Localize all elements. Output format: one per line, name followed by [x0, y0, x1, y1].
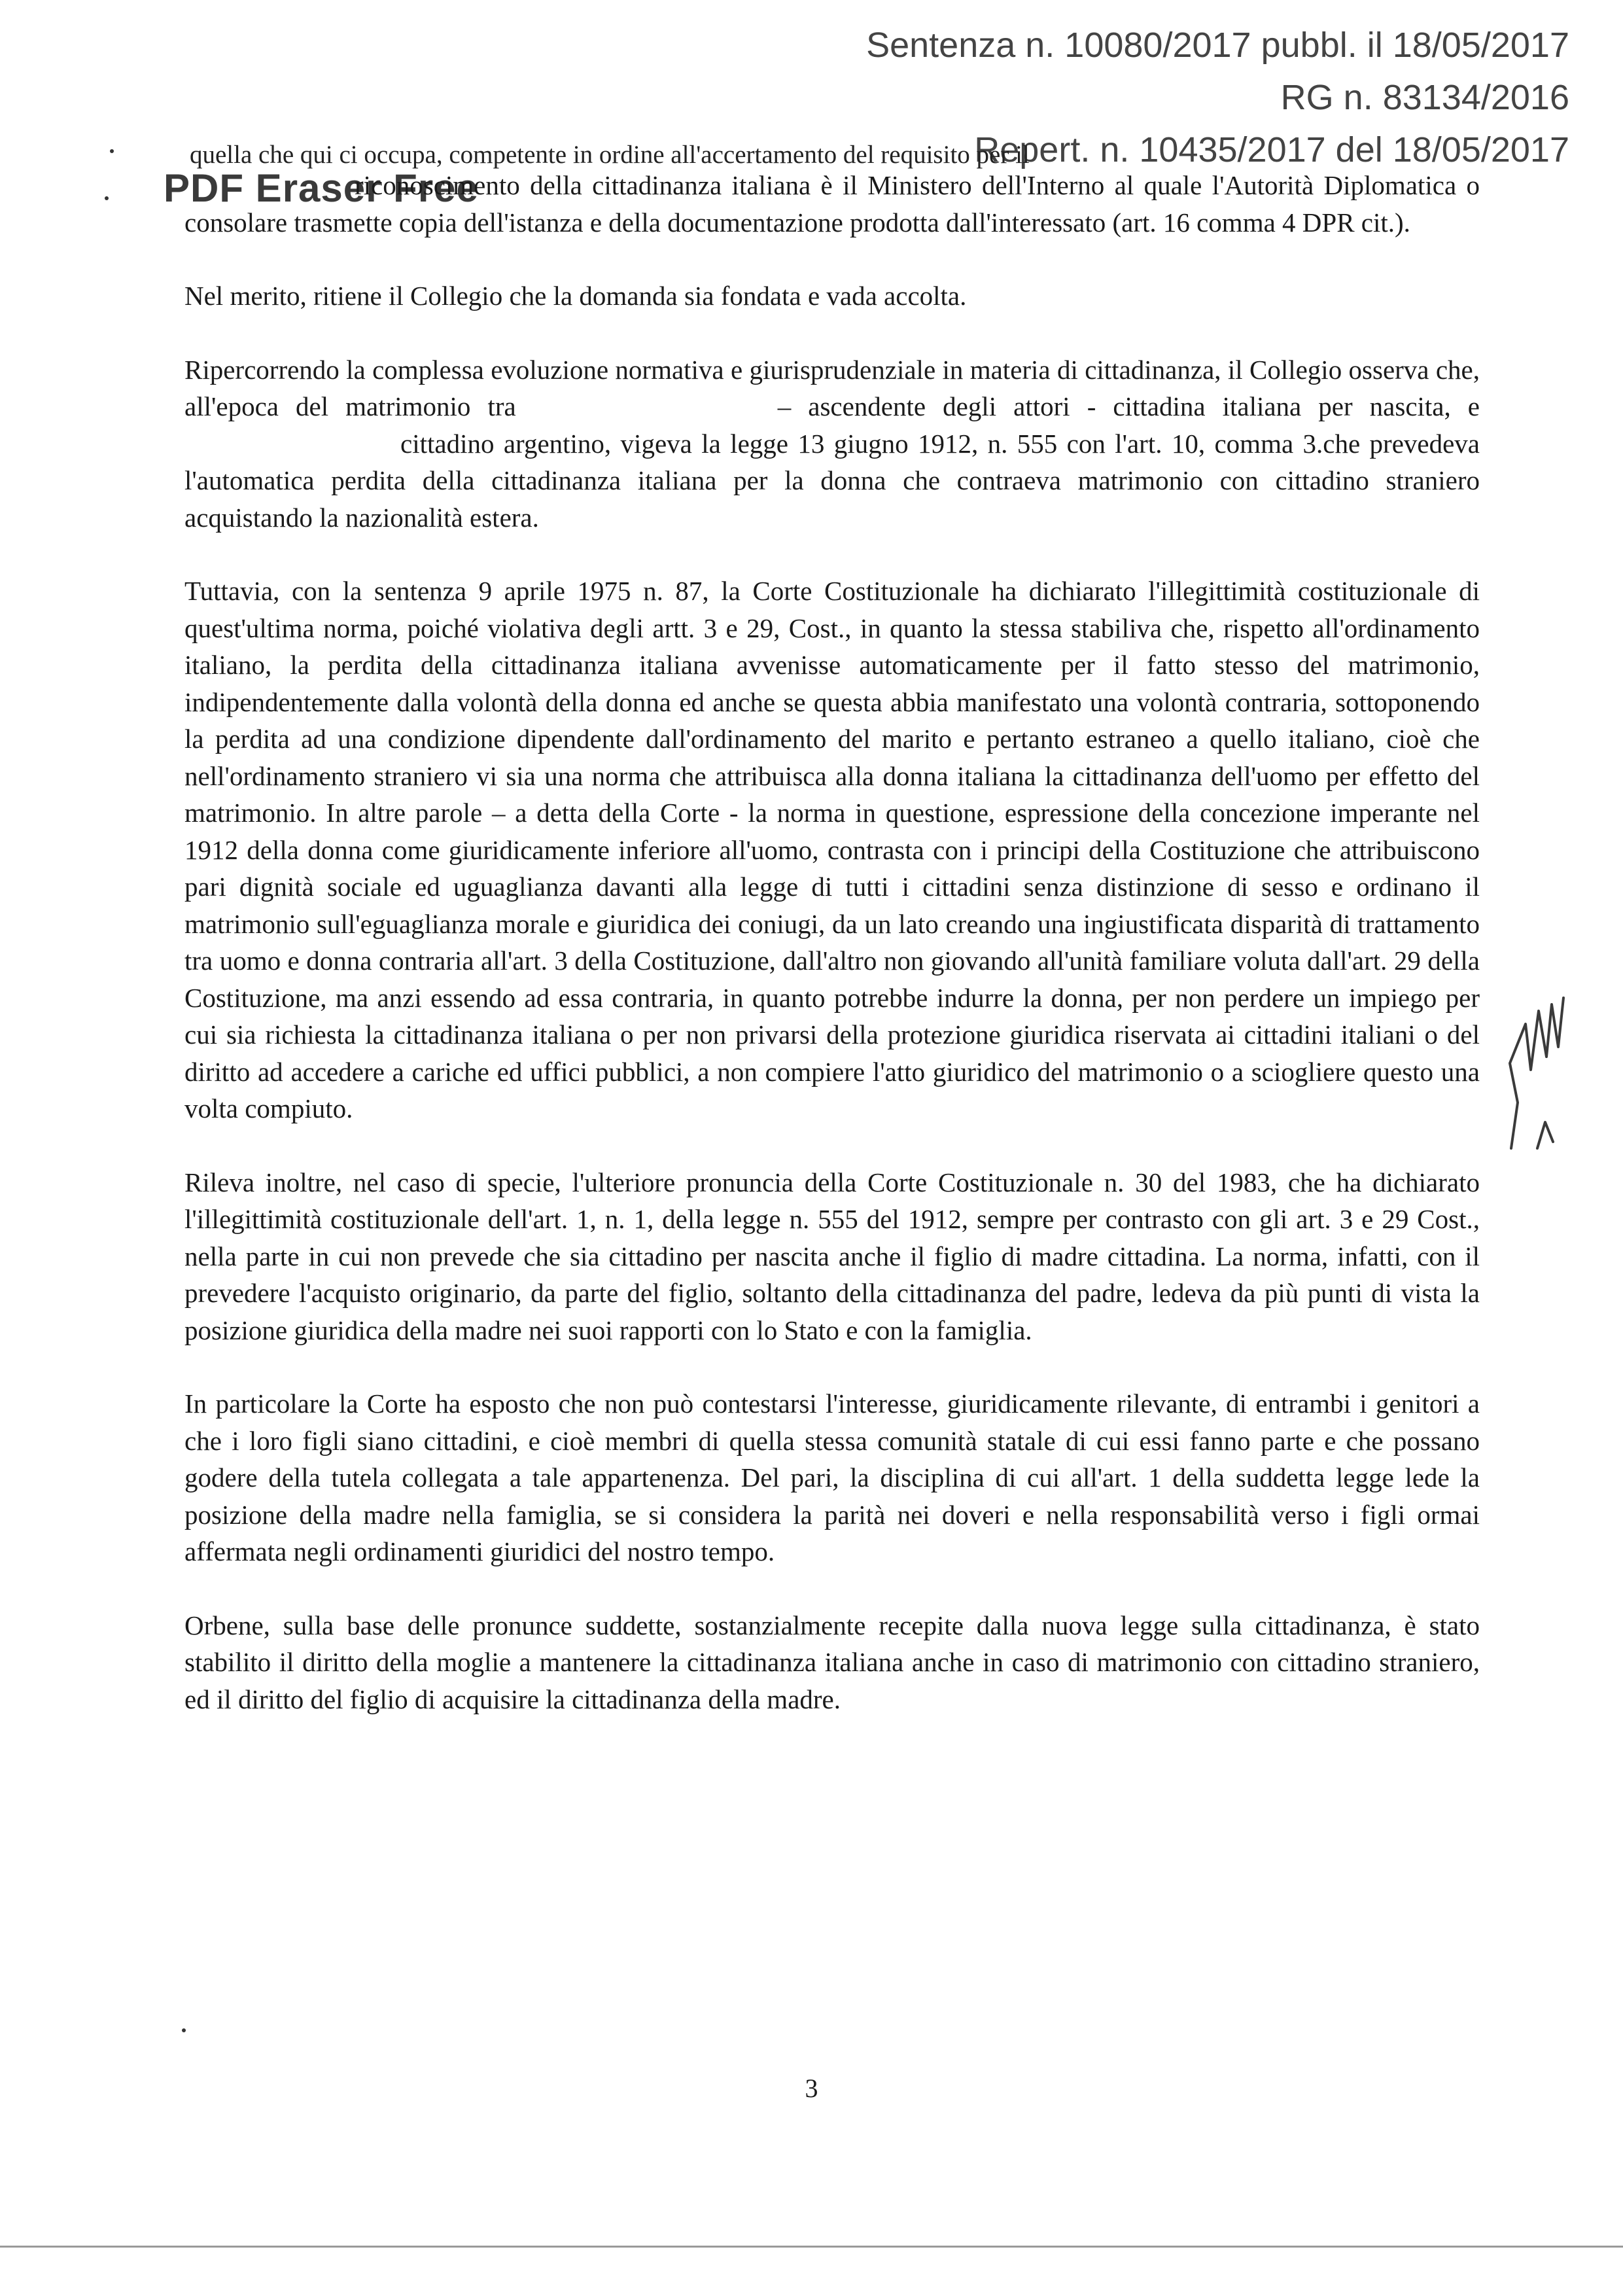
paragraph-3-part1: Ripercorrendo la complessa evoluzione normativa e giurisprudenziale in materia di cittadinanza, il Collegio osserva che, all'epoca del matrimonio tra — [184, 354, 1480, 421]
stamp-rg: RG n. 83134/2016 — [1280, 78, 1569, 117]
paragraph-7: Orbene, sulla base delle pronunce suddette, sostanzialmente recepite dalla nuova legge sulla cittadinanza, è stato stabilito il diritto della moglie a mantenere la cittadinanza italiana anche in caso di matrimonio con cittadino straniero, ed il diritto del figlio di acquisire la cittadinanza della madre. — [184, 1610, 1480, 1714]
paragraph-3-part3: cittadino argentino, vigeva la legge 13 giugno 1912, n. 555 con l'art. 10, comma 3.che prevedeva l'automatica perdita della cittadinanza italiana per la donna che contraeva matrimonio con cittadino straniero acquistando la nazionalità estera. — [184, 428, 1480, 533]
redacted-name-2 — [184, 425, 400, 463]
page-bottom-rule — [0, 2246, 1623, 2248]
document-body — [184, 167, 1480, 1718]
paragraph-5: Rileva inoltre, nel caso di specie, l'ulteriore pronuncia della Corte Costituzionale n. 30 del 1983, che ha dichiarato l'illegittimità costituzionale dell'art. 1, n. 1, della legge n. 555 del 1912, sempre per contrasto con gli art. 3 e 29 Cost., nella parte in cui non prevede che sia cittadino per nascita anche il figlio di madre cittadina. La norma, infatti, con il prevedere l'acquisto originario, da parte del figlio, soltanto della cittadinanza del padre, ledeva da più punti di vista la posizione giuridica della madre nei suoi rapporti con lo Stato e con la famiglia. — [184, 1167, 1480, 1345]
paragraph-1: riconoscimento della cittadinanza italiana è il Ministero dell'Interno al quale l'Autorità Diplomatica o consolare trasmette copia dell'istanza e della documentazione prodotta dall'interessato (art. 16 comma 4 DPR cit.). — [184, 170, 1480, 238]
redacted-name-1 — [516, 388, 778, 425]
scan-speck — [182, 2028, 186, 2032]
first-line: quella che qui ci occupa, competente in ordine all'accertamento del requisito per il — [190, 141, 1030, 169]
scan-speck — [110, 149, 114, 153]
page-number: 3 — [805, 2074, 818, 2103]
paragraph-3 — [184, 351, 1480, 537]
stamp-sentenza: Sentenza n. 10080/2017 pubbl. il 18/05/2017 — [866, 26, 1569, 65]
handwritten-initials-icon — [1498, 985, 1577, 1155]
paragraph-4: Tuttavia, con la sentenza 9 aprile 1975 n. 87, la Corte Costituzionale ha dichiarato l'illegittimità costituzionale di quest'ultima norma, poiché violativa degli artt. 3 e 29, Cost., in quanto la stessa stabiliva che, rispetto all'ordinamento italiano, la perdita della cittadinanza italiana avvenisse automaticamente per il fatto stesso del matrimonio, indipendentemente dalla volontà della donna ed anche se questa abbia manifestato una volontà contraria, sottoponendo la perdita ad una condizione dipendente dall'ordinamento del marito e pertanto estraneo a quello italiano, cioè che nell'ordinamento straniero vi sia una norma che attribuisca alla donna italiana la cittadinanza dell'uomo per effetto del matrimonio. In altre parole – a detta della Corte - la norma in questione, espressione della concezione imperante nel 1912 della donna come giuridicamente inferiore all'uomo, contrasta con i principi della Costituzione che attribuiscono pari dignità sociale ed uguaglianza davanti alla legge di tutti i cittadini senza distinzione di sesso e ordinano il matrimonio sull'eguaglianza morale e giuridica dei coniugi, da un lato creando una ingiustificata disparità di trattamento tra uomo e donna contraria all'art. 3 della Costituzione, dall'altro non giovando all'unità familiare voluta dall'art. 29 della Costituzione, ma anzi essendo ad essa contraria, in quanto potrebbe indurre la donna, per non perdere un impiego per cui sia richiesta la cittadinanza italiana o per non privarsi della protezione giuridica riservata ai cittadini italiani o del diritto ad accedere a cariche ed uffici pubblici, a non compiere l'atto giuridico del matrimonio o a sciogliere questo una volta compiuto. — [184, 576, 1480, 1123]
paragraph-3-part2: – ascendente degli attori - cittadina italiana per nascita, e — [777, 391, 1480, 421]
paragraph-2: Nel merito, ritiene il Collegio che la domanda sia fondata e vada accolta. — [184, 281, 967, 311]
paragraph-6: In particolare la Corte ha esposto che non può contestarsi l'interesse, giuridicamente rilevante, di entrambi i genitori a che i loro figli siano cittadini, e cioè membri di quella stessa comunità statale di cui essi fanno parte e che possano godere della tutela collegata a tale appartenenza. Del pari, la disciplina di cui all'art. 1 della suddetta legge lede la posizione della madre nella famiglia, se si considera la parità nei doveri e nella responsabilità verso i figli ormai affermata negli ordinamenti giuridici del nostro tempo. — [184, 1388, 1480, 1566]
scan-speck — [105, 196, 109, 200]
pdf-eraser-watermark: PDF Eraser Free — [164, 166, 479, 210]
stamp-repert: Repert. n. 10435/2017 del 18/05/2017 — [974, 130, 1569, 169]
